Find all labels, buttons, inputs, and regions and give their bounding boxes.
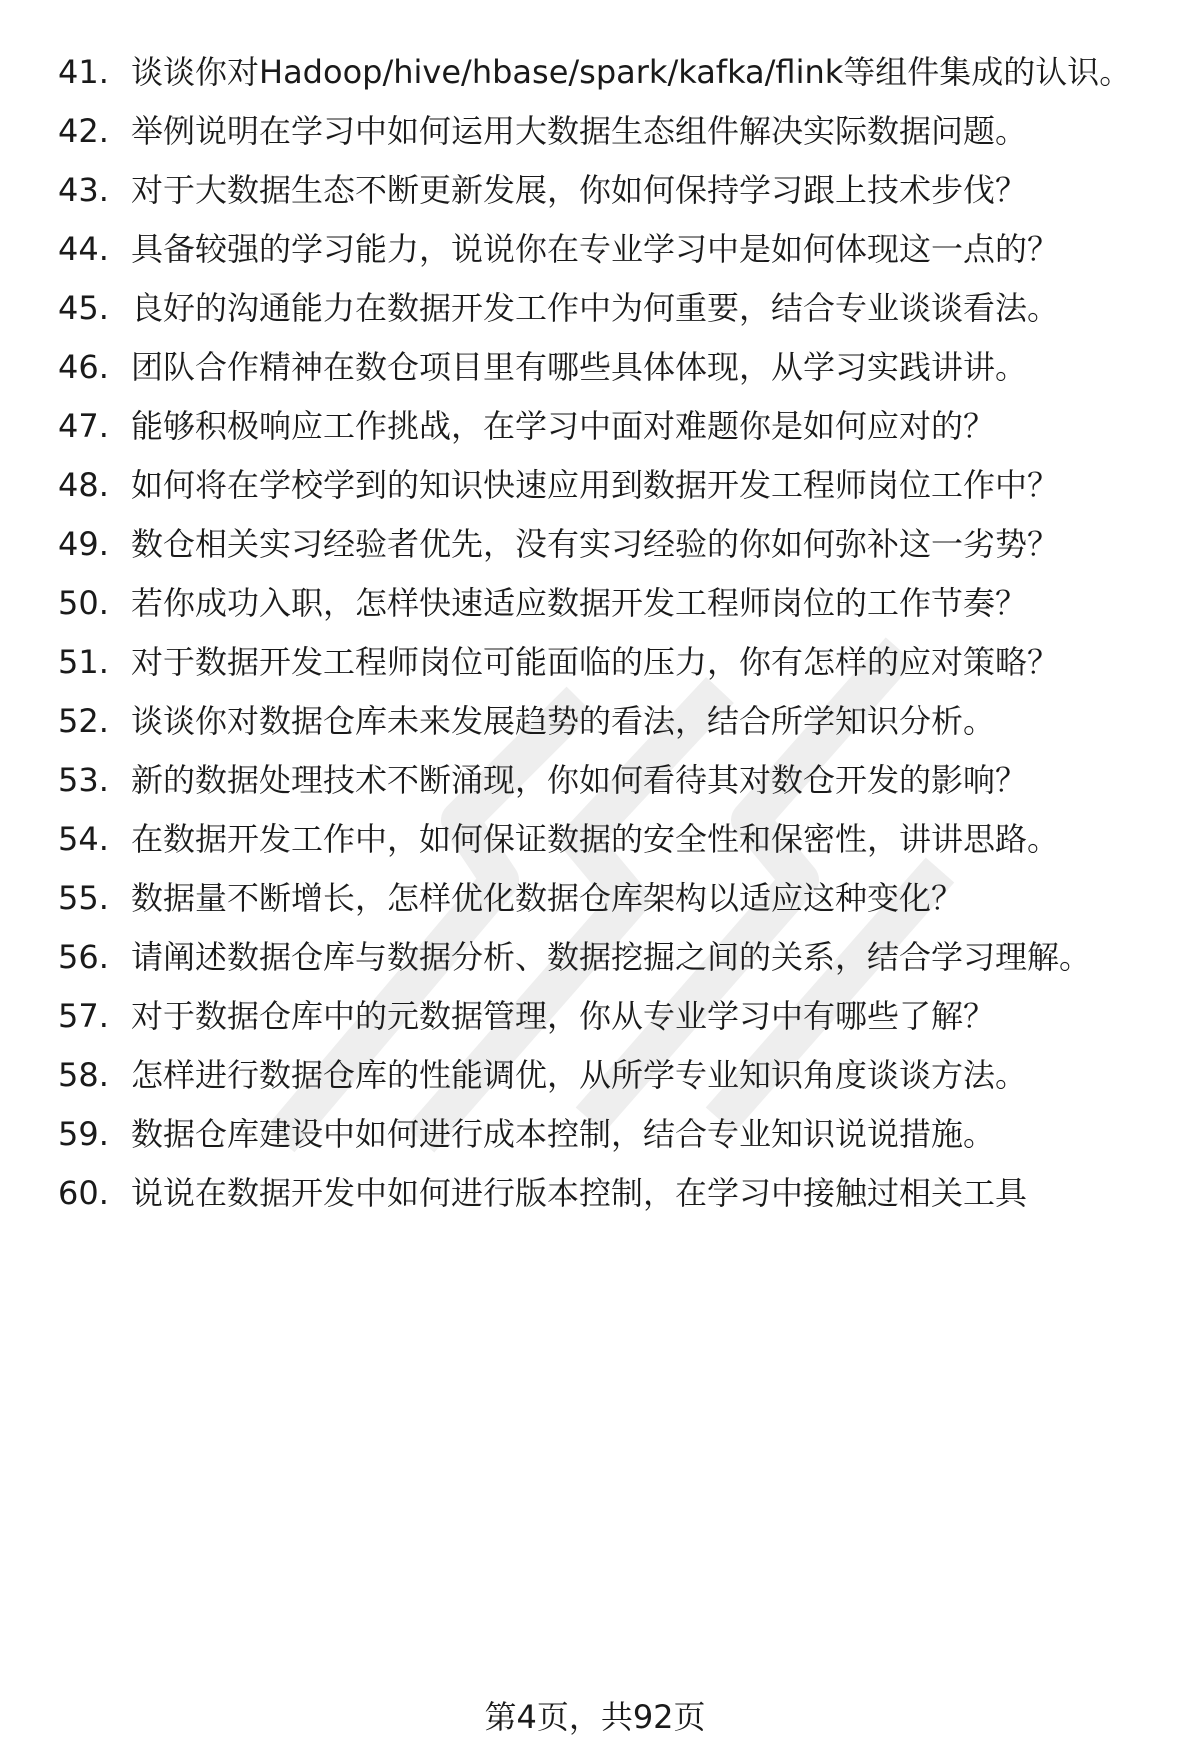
question-item [58, 111, 1158, 152]
question-text: 怎样进行数据仓库的性能调优，从所学专业知识角度谈谈方法。 [131, 1056, 1028, 1094]
question-number: 45. [58, 289, 109, 327]
question-item [58, 701, 1158, 742]
question-item [58, 1173, 1158, 1214]
question-number: 51. [58, 643, 109, 681]
question-number: 41. [58, 53, 109, 91]
question-item [58, 937, 1158, 978]
question-text: 良好的沟通能力在数据开发工作中为何重要，结合专业谈谈看法。 [131, 289, 1060, 327]
question-item [58, 583, 1158, 624]
question-text: 数据量不断增长，怎样优化数据仓库架构以适应这种变化？ [131, 879, 964, 917]
question-text: 请阐述数据仓库与数据分析、数据挖掘之间的关系，结合学习理解。 [131, 938, 1092, 976]
question-item [58, 52, 1158, 93]
question-item [58, 347, 1158, 388]
question-number: 49. [58, 525, 109, 563]
question-text: 对于数据仓库中的元数据管理，你从专业学习中有哪些了解？ [131, 997, 996, 1035]
question-number: 48. [58, 466, 109, 504]
question-number: 57. [58, 997, 109, 1035]
question-number: 44. [58, 230, 109, 268]
question-text: 具备较强的学习能力，说说你在专业学习中是如何体现这一点的？ [131, 230, 1060, 268]
question-text: 团队合作精神在数仓项目里有哪些具体体现，从学习实践讲讲。 [131, 348, 1028, 386]
question-number: 60. [58, 1174, 109, 1212]
question-text: 若你成功入职，怎样快速适应数据开发工程师岗位的工作节奏？ [131, 584, 1028, 622]
question-item [58, 406, 1158, 447]
question-number: 43. [58, 171, 109, 209]
question-list [58, 52, 1158, 1232]
question-item [58, 524, 1158, 565]
question-item [58, 878, 1158, 919]
question-number: 52. [58, 702, 109, 740]
question-text: 对于大数据生态不断更新发展，你如何保持学习跟上技术步伐？ [131, 171, 1028, 209]
question-text: 新的数据处理技术不断涌现，你如何看待其对数仓开发的影响？ [131, 761, 1028, 799]
question-item [58, 996, 1158, 1037]
question-number: 54. [58, 820, 109, 858]
page-number: 第4页，共92页 [484, 1698, 706, 1736]
question-item [58, 465, 1158, 506]
question-item [58, 1114, 1158, 1155]
question-text: 对于数据开发工程师岗位可能面临的压力，你有怎样的应对策略？ [131, 643, 1060, 681]
question-text: 如何将在学校学到的知识快速应用到数据开发工程师岗位工作中？ [131, 466, 1060, 504]
question-item [58, 642, 1158, 683]
question-item [58, 288, 1158, 329]
question-item [58, 229, 1158, 270]
question-number: 58. [58, 1056, 109, 1094]
question-text: 举例说明在学习中如何运用大数据生态组件解决实际数据问题。 [131, 112, 1028, 150]
question-item [58, 760, 1158, 801]
question-number: 55. [58, 879, 109, 917]
question-number: 53. [58, 761, 109, 799]
question-number: 59. [58, 1115, 109, 1153]
question-item [58, 1055, 1158, 1096]
question-text: 谈谈你对数据仓库未来发展趋势的看法，结合所学知识分析。 [131, 702, 996, 740]
question-item [58, 819, 1158, 860]
question-text: 数仓相关实习经验者优先，没有实习经验的你如何弥补这一劣势？ [131, 525, 1060, 563]
question-text: 说说在数据开发中如何进行版本控制，在学习中接触过相关工具 [131, 1174, 1028, 1212]
question-text: 谈谈你对Hadoop/hive/hbase/spark/kafka/flink等组件集成的认识。 [131, 53, 1132, 91]
question-number: 47. [58, 407, 109, 445]
question-text: 能够积极响应工作挑战，在学习中面对难题你是如何应对的？ [131, 407, 996, 445]
question-number: 46. [58, 348, 109, 386]
question-text: 在数据开发工作中，如何保证数据的安全性和保密性，讲讲思路。 [131, 820, 1060, 858]
question-number: 50. [58, 584, 109, 622]
question-text: 数据仓库建设中如何进行成本控制，结合专业知识说说措施。 [131, 1115, 996, 1153]
question-number: 42. [58, 112, 109, 150]
question-number: 56. [58, 938, 109, 976]
question-item [58, 170, 1158, 211]
